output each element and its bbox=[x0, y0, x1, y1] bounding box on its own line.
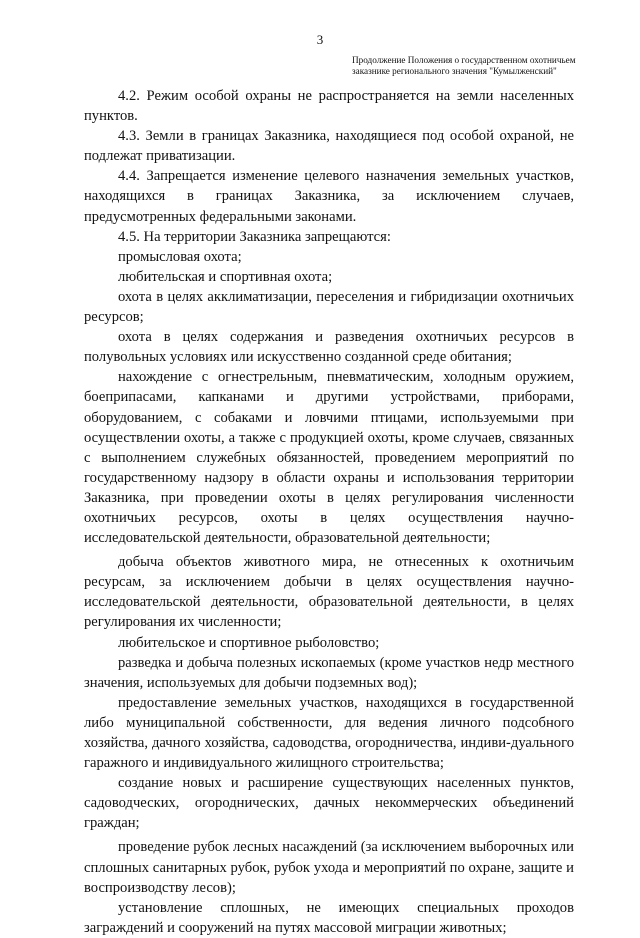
header-note: Продолжение Положения о государственном охотничьем заказнике регионального значения "Кумылженский" bbox=[352, 55, 576, 76]
list-item: нахождение с огнестрельным, пневматическим, холодным оружием, боеприпасами, капканами и другими устройствами, приборами, оборудованием, с собаками и ловчими птицами, используемыми при осуществлении охоты, а также с продукцией охоты, кроме случаев, связанных с выполнением служебных обязанностей, проведением мероприятий по государственному надзору в области охраны и использования территории Заказника, при проведении охоты в целях регулирования численности охотничьих ресурсов, охоты в целях осуществления научно-исследовательской деятельности, образовательной деятельности; bbox=[84, 369, 574, 547]
list-item: любительское и спортивное рыболовство; bbox=[118, 634, 380, 651]
paragraph-4-4: 4.4. Запрещается изменение целевого назначения земельных участков, находящихся в границах Заказника, за исключением случаев, предусмотренных федеральными законами. bbox=[84, 168, 574, 225]
paragraph-4-2: 4.2. Режим особой охраны не распространяется на земли населенных пунктов. bbox=[84, 88, 574, 125]
list-item: создание новых и расширение существующих населенных пунктов, садоводческих, огороднических, дачных некоммерческих объединений граждан; bbox=[84, 775, 574, 832]
paragraph-4-5: 4.5. На территории Заказника запрещаются: bbox=[118, 228, 391, 245]
list-item: добыча объектов животного мира, не отнесенных к охотничьим ресурсам, за исключением добычи в целях осуществления научно-исследовательской деятельности, образовательной деятельности, в целях регулирования их численности; bbox=[84, 554, 574, 631]
list-item: установление сплошных, не имеющих специальных проходов заграждений и сооружений на путях массовой миграции животных; bbox=[84, 899, 574, 936]
list-item: охота в целях акклиматизации, переселения и гибридизации охотничьих ресурсов; bbox=[84, 288, 574, 326]
paragraph-4-3: 4.3. Земли в границах Заказника, находящиеся под особой охраной, не подлежат приватизации. bbox=[84, 128, 574, 165]
list-item: разведка и добыча полезных ископаемых (кроме участков недр местного значения, используемых для добычи подземных вод); bbox=[84, 654, 574, 691]
list-item: охота в целях содержания и разведения охотничьих ресурсов в полувольных условиях или искусственно созданной среде обитания; bbox=[84, 329, 574, 366]
list-item: предоставление земельных участков, находящихся в государственной либо муниципальной собственности, для ведения личного подсобного хозяйства, дачного хозяйства, садоводства, огородничества, индиви-дуального гаражного и индивидуального жилищного строительства; bbox=[84, 694, 574, 772]
document-body bbox=[84, 86, 574, 938]
page-number: 3 bbox=[316, 32, 324, 47]
list-item: любительская и спортивная охота; bbox=[118, 268, 333, 285]
list-item: проведение рубок лесных насаждений (за исключением выборочных или сплошных санитарных рубок, рубок ухода и мероприятий по охране, защите и воспроизводству лесов); bbox=[84, 839, 574, 896]
list-item: промысловая охота; bbox=[118, 248, 242, 265]
